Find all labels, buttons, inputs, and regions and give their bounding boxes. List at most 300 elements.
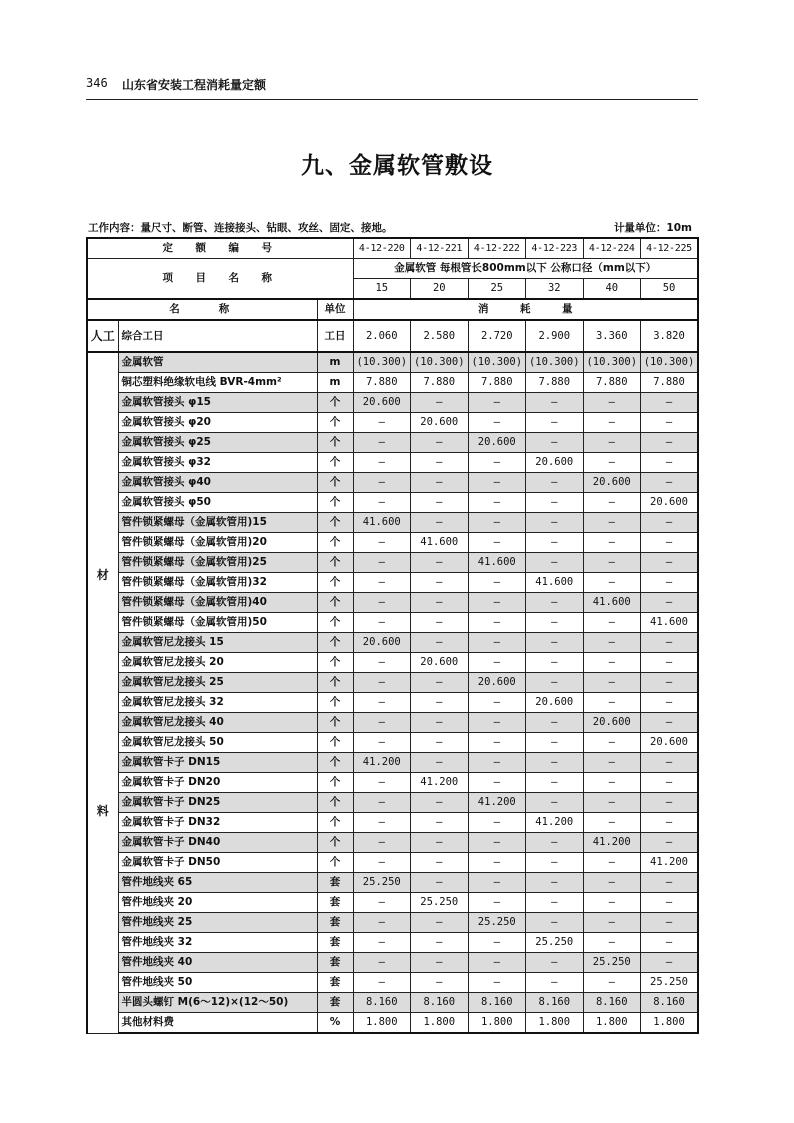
quota-code: 4-12-221	[411, 238, 469, 259]
material-row	[87, 713, 698, 733]
diameter: 50	[641, 279, 699, 300]
material-value: 20.600	[353, 633, 411, 653]
material-value: —	[526, 513, 584, 533]
material-value: 20.600	[353, 393, 411, 413]
material-value: —	[641, 673, 699, 693]
material-value: —	[641, 773, 699, 793]
material-value: —	[353, 473, 411, 493]
material-value: —	[468, 693, 526, 713]
labor-category: 人工	[87, 320, 118, 352]
material-value: —	[353, 713, 411, 733]
material-name: 管件锁紧螺母（金属软管用)20	[118, 533, 317, 553]
page-number: 346	[86, 76, 108, 90]
material-value: —	[411, 713, 469, 733]
material-value: 8.160	[353, 993, 411, 1013]
material-value: —	[583, 393, 641, 413]
material-row	[87, 433, 698, 453]
material-category-char: 材	[96, 567, 109, 582]
material-value: 8.160	[641, 993, 699, 1013]
material-value: —	[411, 513, 469, 533]
book-title: 山东省安装工程消耗量定额	[122, 78, 267, 92]
material-value: —	[353, 573, 411, 593]
material-value: —	[411, 453, 469, 473]
material-value: —	[353, 733, 411, 753]
material-value: —	[526, 493, 584, 513]
material-row	[87, 733, 698, 753]
material-value: —	[583, 973, 641, 993]
material-value: —	[353, 893, 411, 913]
material-value: —	[468, 753, 526, 773]
material-row	[87, 973, 698, 993]
material-unit: m	[317, 352, 353, 373]
diameter: 20	[411, 279, 469, 300]
material-value: —	[641, 413, 699, 433]
material-name: 金属软管卡子 DN40	[118, 833, 317, 853]
material-value: 25.250	[526, 933, 584, 953]
material-value: —	[468, 593, 526, 613]
material-value: —	[526, 853, 584, 873]
material-value: 25.250	[411, 893, 469, 913]
material-name: 金属软管卡子 DN20	[118, 773, 317, 793]
material-value: —	[353, 933, 411, 953]
material-value: 41.600	[641, 613, 699, 633]
material-value: —	[411, 553, 469, 573]
material-unit: 套	[317, 893, 353, 913]
material-name: 金属软管接头 φ50	[118, 493, 317, 513]
material-value: —	[641, 453, 699, 473]
labor-value: 2.900	[526, 320, 584, 352]
material-unit: 个	[317, 393, 353, 413]
material-row	[87, 653, 698, 673]
material-value: —	[468, 473, 526, 493]
page-header	[86, 74, 698, 100]
material-value: —	[411, 433, 469, 453]
material-name: 其他材料费	[118, 1013, 317, 1034]
material-value: 7.880	[353, 373, 411, 393]
material-value: —	[411, 753, 469, 773]
material-value: —	[641, 693, 699, 713]
material-value: —	[641, 793, 699, 813]
material-unit: 套	[317, 873, 353, 893]
material-value: —	[353, 793, 411, 813]
material-value: —	[468, 813, 526, 833]
material-name: 金属软管尼龙接头 50	[118, 733, 317, 753]
material-name: 金属软管	[118, 352, 317, 373]
material-value: —	[353, 433, 411, 453]
material-unit: 个	[317, 733, 353, 753]
material-value: —	[411, 393, 469, 413]
material-unit: m	[317, 373, 353, 393]
material-name: 金属软管接头 φ40	[118, 473, 317, 493]
material-value: 8.160	[583, 993, 641, 1013]
material-value: —	[641, 513, 699, 533]
material-value: —	[526, 613, 584, 633]
material-value: —	[411, 473, 469, 493]
material-name: 金属软管卡子 DN32	[118, 813, 317, 833]
material-row	[87, 493, 698, 513]
material-unit: %	[317, 1013, 353, 1034]
material-value: —	[353, 553, 411, 573]
material-value: —	[353, 773, 411, 793]
material-value: —	[526, 593, 584, 613]
material-value: —	[526, 973, 584, 993]
material-value: 8.160	[411, 993, 469, 1013]
material-value: —	[468, 413, 526, 433]
material-unit: 个	[317, 813, 353, 833]
material-value: 25.250	[583, 953, 641, 973]
material-value: 41.200	[641, 853, 699, 873]
material-unit: 个	[317, 793, 353, 813]
material-value: 20.600	[468, 673, 526, 693]
material-value: —	[526, 833, 584, 853]
material-value: —	[526, 793, 584, 813]
material-unit: 套	[317, 973, 353, 993]
material-value: —	[353, 593, 411, 613]
material-row	[87, 513, 698, 533]
quota-code: 4-12-223	[526, 238, 584, 259]
material-value: —	[583, 773, 641, 793]
material-unit: 个	[317, 613, 353, 633]
material-value: —	[468, 773, 526, 793]
material-value: —	[468, 853, 526, 873]
material-value: 41.200	[353, 753, 411, 773]
work-content: 工作内容：量尺寸、断管、连接接头、钻眼、攻丝、固定、接地。	[88, 222, 393, 234]
material-row	[87, 573, 698, 593]
consumption-header: 消 耗 量	[353, 299, 698, 320]
labor-value: 2.060	[353, 320, 411, 352]
material-value: 41.200	[468, 793, 526, 813]
material-value: —	[353, 953, 411, 973]
material-value: —	[526, 953, 584, 973]
diameter: 15	[353, 279, 411, 300]
section-title: 九、金属软管敷设	[301, 153, 493, 179]
material-row	[87, 393, 698, 413]
material-value: —	[353, 533, 411, 553]
material-row	[87, 533, 698, 553]
material-value: —	[583, 913, 641, 933]
diameter: 32	[526, 279, 584, 300]
item-description: 金属软管 每根管长800mm以下 公称口径（mm以下）	[353, 259, 698, 279]
material-unit: 个	[317, 693, 353, 713]
material-row	[87, 873, 698, 893]
material-value: 1.800	[411, 1013, 469, 1034]
material-value: —	[353, 913, 411, 933]
material-name: 管件地线夹 25	[118, 913, 317, 933]
material-value: —	[641, 913, 699, 933]
material-name: 管件锁紧螺母（金属软管用)25	[118, 553, 317, 573]
material-unit: 个	[317, 653, 353, 673]
material-value: —	[468, 733, 526, 753]
labor-name: 综合工日	[118, 320, 317, 352]
material-name: 管件地线夹 20	[118, 893, 317, 913]
material-unit: 个	[317, 533, 353, 553]
material-value: 41.200	[583, 833, 641, 853]
material-value: —	[353, 973, 411, 993]
material-row	[87, 813, 698, 833]
material-value: 1.800	[583, 1013, 641, 1034]
code-row	[87, 238, 698, 259]
material-value: —	[411, 633, 469, 653]
material-value: —	[583, 433, 641, 453]
material-name: 金属软管接头 φ25	[118, 433, 317, 453]
material-name: 半圆头螺钉 M(6～12)×(12～50)	[118, 993, 317, 1013]
material-value: —	[583, 493, 641, 513]
material-value: —	[468, 493, 526, 513]
material-value: —	[641, 713, 699, 733]
material-value: 20.600	[411, 653, 469, 673]
material-name: 金属软管尼龙接头 20	[118, 653, 317, 673]
material-value: —	[411, 673, 469, 693]
material-row	[87, 933, 698, 953]
material-unit: 个	[317, 633, 353, 653]
material-name: 管件地线夹 32	[118, 933, 317, 953]
material-row	[87, 753, 698, 773]
material-row	[87, 1013, 698, 1034]
material-value: —	[353, 693, 411, 713]
material-value: —	[641, 893, 699, 913]
material-value: —	[583, 933, 641, 953]
material-value: —	[468, 613, 526, 633]
material-value: —	[468, 453, 526, 473]
material-value: —	[353, 833, 411, 853]
material-unit: 个	[317, 673, 353, 693]
material-value: —	[583, 693, 641, 713]
material-value: —	[468, 513, 526, 533]
material-unit: 个	[317, 553, 353, 573]
material-value: —	[641, 633, 699, 653]
material-unit: 个	[317, 473, 353, 493]
material-value: —	[526, 633, 584, 653]
material-value: 20.600	[583, 473, 641, 493]
material-value: —	[641, 553, 699, 573]
measure-unit: 计量单位：10m	[613, 222, 692, 234]
material-row	[87, 613, 698, 633]
material-value: —	[411, 693, 469, 713]
material-unit: 个	[317, 753, 353, 773]
material-unit: 个	[317, 713, 353, 733]
material-value: —	[583, 553, 641, 573]
material-value: —	[353, 653, 411, 673]
material-value: —	[353, 813, 411, 833]
material-name: 管件地线夹 50	[118, 973, 317, 993]
material-name: 管件锁紧螺母（金属软管用)50	[118, 613, 317, 633]
material-value: (10.300)	[411, 352, 469, 373]
material-value: —	[468, 893, 526, 913]
material-name: 管件锁紧螺母（金属软管用)40	[118, 593, 317, 613]
material-value: 8.160	[526, 993, 584, 1013]
material-name: 管件地线夹 65	[118, 873, 317, 893]
material-name: 金属软管卡子 DN25	[118, 793, 317, 813]
material-row	[87, 693, 698, 713]
material-value: —	[583, 533, 641, 553]
material-unit: 个	[317, 833, 353, 853]
material-name: 铜芯塑料绝缘软电线 BVR-4mm²	[118, 373, 317, 393]
material-value: 41.600	[411, 533, 469, 553]
material-unit: 个	[317, 573, 353, 593]
material-row	[87, 953, 698, 973]
material-value: —	[353, 673, 411, 693]
material-unit: 套	[317, 913, 353, 933]
material-value: —	[411, 933, 469, 953]
material-value: 1.800	[353, 1013, 411, 1034]
material-value: (10.300)	[353, 352, 411, 373]
material-value: —	[411, 973, 469, 993]
material-value: (10.300)	[526, 352, 584, 373]
material-value: —	[411, 833, 469, 853]
material-name: 金属软管卡子 DN50	[118, 853, 317, 873]
material-value: —	[468, 633, 526, 653]
material-name: 金属软管接头 φ32	[118, 453, 317, 473]
material-value: —	[583, 453, 641, 473]
material-value: 41.600	[526, 573, 584, 593]
name-column-header: 名 称	[87, 299, 317, 320]
material-value: 41.600	[583, 593, 641, 613]
material-name: 金属软管尼龙接头 40	[118, 713, 317, 733]
work-content-line	[88, 220, 698, 236]
material-row	[87, 893, 698, 913]
material-value: 7.880	[526, 373, 584, 393]
material-row	[87, 673, 698, 693]
material-unit: 套	[317, 993, 353, 1013]
material-value: 25.250	[641, 973, 699, 993]
material-value: 7.880	[583, 373, 641, 393]
material-value: —	[583, 873, 641, 893]
material-name: 金属软管接头 φ15	[118, 393, 317, 413]
material-value: 41.200	[411, 773, 469, 793]
quota-code: 4-12-222	[468, 238, 526, 259]
material-value: —	[353, 453, 411, 473]
material-value: —	[641, 873, 699, 893]
item-label: 项 目 名 称	[87, 259, 353, 300]
material-value: —	[583, 413, 641, 433]
material-value: —	[583, 513, 641, 533]
column-header-row	[87, 299, 698, 320]
material-value: —	[526, 473, 584, 493]
material-value: —	[468, 653, 526, 673]
material-value: —	[468, 833, 526, 853]
material-name: 金属软管尼龙接头 32	[118, 693, 317, 713]
labor-value: 2.720	[468, 320, 526, 352]
material-value: —	[411, 593, 469, 613]
quota-code: 4-12-224	[583, 238, 641, 259]
diameter: 40	[583, 279, 641, 300]
material-value: 7.880	[641, 373, 699, 393]
material-value: —	[641, 433, 699, 453]
material-value: 7.880	[411, 373, 469, 393]
material-unit: 个	[317, 493, 353, 513]
material-value: —	[411, 793, 469, 813]
material-unit: 个	[317, 453, 353, 473]
material-value: —	[526, 533, 584, 553]
material-value: —	[641, 593, 699, 613]
material-value: —	[641, 653, 699, 673]
material-name: 金属软管接头 φ20	[118, 413, 317, 433]
material-value: 1.800	[641, 1013, 699, 1034]
material-value: (10.300)	[468, 352, 526, 373]
unit-column-header: 单位	[317, 299, 353, 320]
material-value: —	[526, 713, 584, 733]
material-value: —	[641, 953, 699, 973]
material-value: —	[526, 773, 584, 793]
material-unit: 个	[317, 433, 353, 453]
material-value: 25.250	[353, 873, 411, 893]
material-value: —	[411, 853, 469, 873]
material-name: 管件锁紧螺母（金属软管用)15	[118, 513, 317, 533]
material-value: —	[583, 653, 641, 673]
material-value: 41.600	[468, 553, 526, 573]
material-value: —	[468, 873, 526, 893]
material-value: —	[468, 573, 526, 593]
material-unit: 个	[317, 413, 353, 433]
material-value: —	[641, 533, 699, 553]
material-value: —	[583, 673, 641, 693]
material-value: —	[411, 873, 469, 893]
material-value: —	[526, 753, 584, 773]
material-row	[87, 793, 698, 813]
material-value: —	[411, 493, 469, 513]
material-value: —	[353, 613, 411, 633]
material-value: —	[411, 613, 469, 633]
material-value: —	[411, 733, 469, 753]
material-value: —	[526, 553, 584, 573]
material-name: 管件地线夹 40	[118, 953, 317, 973]
material-category-char: 料	[96, 803, 109, 818]
material-value: 41.200	[526, 813, 584, 833]
item-desc-row	[87, 259, 698, 279]
material-row	[87, 993, 698, 1013]
material-value: —	[526, 653, 584, 673]
material-value: —	[641, 473, 699, 493]
material-value: —	[583, 573, 641, 593]
material-value: 25.250	[468, 913, 526, 933]
material-row	[87, 853, 698, 873]
material-unit: 个	[317, 513, 353, 533]
material-value: 20.600	[468, 433, 526, 453]
diameter: 25	[468, 279, 526, 300]
material-value: —	[468, 973, 526, 993]
material-name: 金属软管尼龙接头 25	[118, 673, 317, 693]
material-unit: 套	[317, 953, 353, 973]
material-value: —	[411, 573, 469, 593]
material-value: —	[641, 833, 699, 853]
material-value: —	[583, 613, 641, 633]
material-value: —	[583, 793, 641, 813]
labor-value: 2.580	[411, 320, 469, 352]
material-value: —	[526, 913, 584, 933]
material-value: 1.800	[468, 1013, 526, 1034]
labor-value: 3.360	[583, 320, 641, 352]
material-row	[87, 593, 698, 613]
labor-value: 3.820	[641, 320, 699, 352]
material-value: 20.600	[526, 453, 584, 473]
material-value: (10.300)	[583, 352, 641, 373]
material-value: 41.600	[353, 513, 411, 533]
material-value: —	[468, 953, 526, 973]
material-unit: 个	[317, 853, 353, 873]
material-name: 金属软管卡子 DN15	[118, 753, 317, 773]
material-value: 20.600	[411, 413, 469, 433]
material-value: 7.880	[468, 373, 526, 393]
material-value: —	[526, 733, 584, 753]
material-value: —	[641, 573, 699, 593]
material-row	[87, 453, 698, 473]
material-value: —	[526, 433, 584, 453]
material-value: —	[583, 853, 641, 873]
material-unit: 个	[317, 773, 353, 793]
material-value: —	[468, 933, 526, 953]
material-value: 20.600	[641, 493, 699, 513]
material-value: —	[353, 413, 411, 433]
